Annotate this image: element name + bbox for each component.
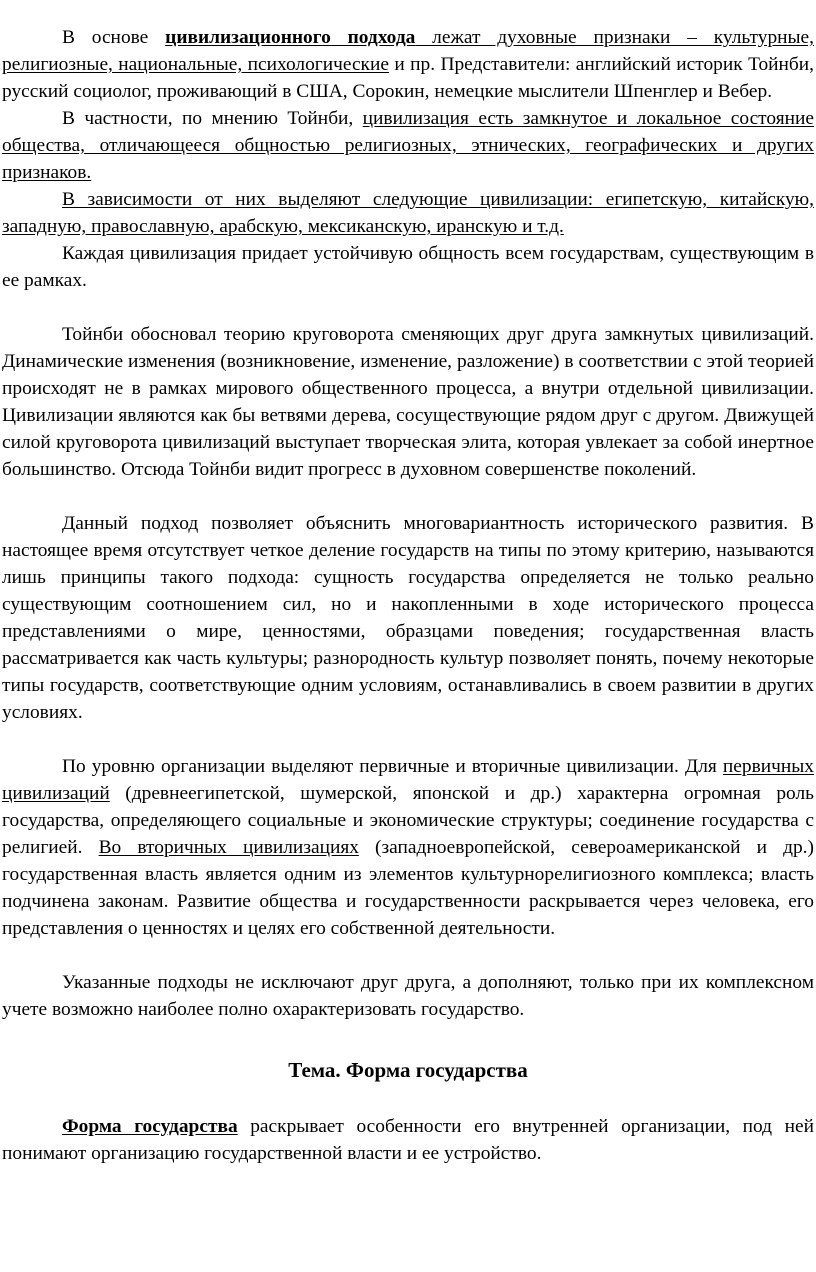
paragraph-civilizational-approach — [2, 24, 814, 105]
paragraph-civilization-list — [2, 186, 814, 240]
paragraph-toynbee-theory — [2, 321, 814, 483]
paragraph-approach-explanation — [2, 510, 814, 726]
underlined-text: В зависимости от них выделяют следующие цивилизации: египетскую, китайскую, западную, православную, арабскую, мексиканскую, иранскую и т.д. — [2, 189, 814, 237]
spacer — [2, 294, 816, 321]
spacer — [2, 1085, 816, 1113]
paragraph-common-bond — [2, 240, 814, 294]
text: По уровню организации выделяют первичные и вторичные цивилизации. Для — [62, 756, 723, 777]
paragraph-toynbee-definition — [2, 105, 814, 186]
text: В основе — [62, 27, 166, 48]
text: раскрывает особенности его внутренней организации, под ней понимают организацию государственной власти и ее устройство. — [2, 1116, 814, 1164]
spacer — [2, 1023, 816, 1055]
section-heading: Тема. Форма государства — [288, 1058, 528, 1082]
underlined-text: лежат духовные признаки – культурные, религиозные, национальные, психологические — [2, 27, 815, 75]
spacer — [2, 726, 816, 753]
text: (древнеегипетской, шумерской, японской и др.) характерна огромная роль государства, определяющего социальные и экономические структуры; соединение государства с религией. — [2, 783, 814, 858]
paragraph-conclusion — [2, 969, 814, 1023]
text: В частности, по мнению Тойнби, — [62, 108, 363, 129]
underlined-definition: цивилизация есть замкнутое и локальное состояние общества, отличающееся общностью религиозных, этнических, географических и других признаков. — [2, 108, 814, 183]
text: Каждая цивилизация придает устойчивую общность всем государствам, существующим в ее рамках. — [2, 243, 814, 291]
paragraph-primary-secondary — [2, 753, 814, 942]
text: Данный подход позволяет объяснить многовариантность исторического развития. В настоящее время отсутствует четкое деление государств на типы по этому критерию, называются лишь принципы такого подхода: сущность государства определяется не только реально существующим соотношением сил, но и накопленными в ходе исторического процесса представлениями о мире, ценностями, образцами поведения; государственная власть рассматривается как часть культуры; разнородность культур позволяет понять, почему некоторые типы государств, соответствующие одним условиям, останавливались в своем развитии в других условиях. — [2, 513, 814, 723]
text: и пр. Представители: английский историк Тойнби, русский социолог, проживающий в США, Сорокин, немецкие мыслители Шпенглер и Вебер. — [2, 54, 814, 102]
term-secondary-civilizations: Во вторичных цивилизациях — [98, 837, 359, 858]
text: Тойнби обосновал теорию круговорота сменяющих друг друга замкнутых цивилизаций. Динамические изменения (возникновение, изменение, разложение) в соответствии с этой теорией происходят не в рамках мирового общественного процесса, а внутри отдельной цивилизации. Цивилизации являются как бы ветвями дерева, сосуществующие рядом друг с другом. Движущей силой круговорота цивилизаций выступает творческая элита, которая увлекает за собой инертное большинство. Отсюда Тойнби видит прогресс в духовном совершенстве поколений. — [2, 324, 814, 480]
spacer — [2, 942, 816, 969]
term-primary-civilizations: первичных цивилизаций — [2, 756, 814, 804]
text: (западноевропейской, североамериканской и др.) государственная власть является одним из элементов культурнорелигиозного комплекса; власть подчинена законам. Развитие общества и государственности раскрывается через человека, его представления о ценностях и целях его собственной деятельности. — [2, 837, 814, 939]
term-civilizational-approach: цивилизационного подхода — [165, 27, 416, 48]
text: Указанные подходы не исключают друг друга, а дополняют, только при их комплексном учете возможно наиболее полно охарактеризовать государство. — [2, 972, 814, 1020]
paragraph-state-form — [2, 1113, 814, 1167]
term-state-form: Форма государства — [62, 1116, 238, 1137]
spacer — [2, 483, 816, 510]
